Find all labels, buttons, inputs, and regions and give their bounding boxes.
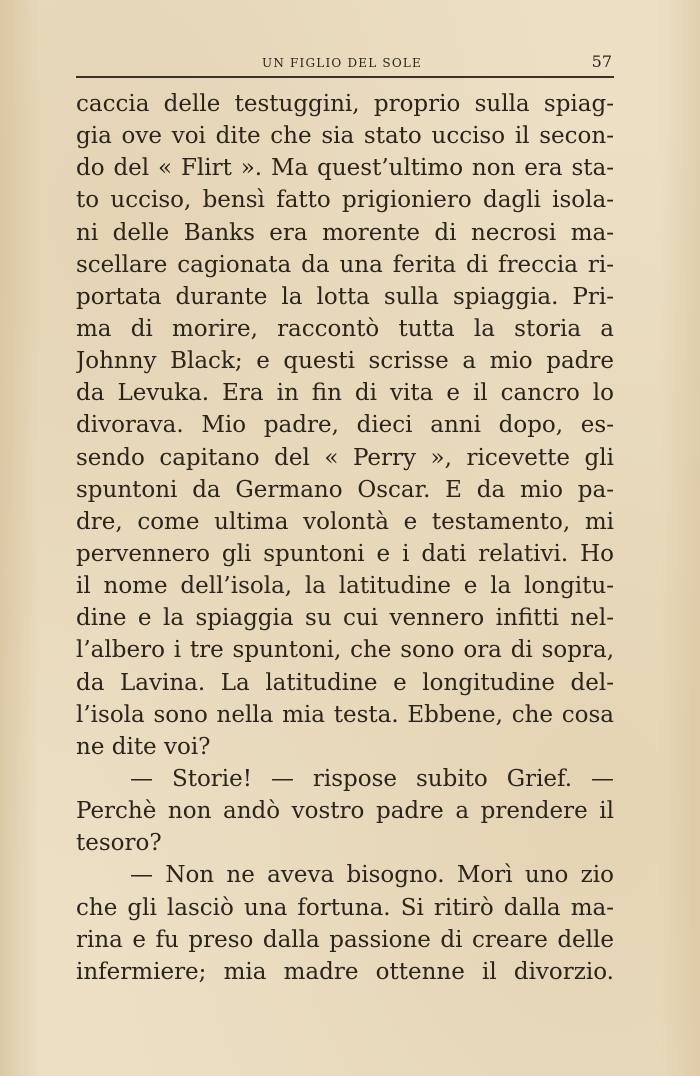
header-rule bbox=[76, 76, 614, 78]
running-title: UN FIGLIO DEL SOLE bbox=[262, 56, 422, 70]
dialogue-line: rina e fu preso dalla passione di creare delle bbox=[76, 926, 614, 953]
text-line: Johnny Black; e questi scrisse a mio padre bbox=[76, 348, 614, 375]
text-line: l’isola sono nella mia testa. Ebbene, che cosa bbox=[76, 701, 614, 728]
text-line: ni delle Banks era morente di necrosi ma- bbox=[76, 219, 614, 246]
running-head bbox=[76, 50, 614, 74]
text-line: da Levuka. Era in fin di vita e il cancro lo bbox=[76, 380, 614, 407]
text-line: divorava. Mio padre, dieci anni dopo, es- bbox=[76, 412, 614, 439]
dialogue-line: — Non ne aveva bisogno. Morì uno zio bbox=[130, 862, 614, 889]
text-line: da Lavina. La latitudine e longitudine del- bbox=[76, 669, 614, 696]
text-line: sendo capitano del « Perry », ricevette gli bbox=[76, 444, 614, 471]
text-line: dine e la spiaggia su cui vennero infitti nel- bbox=[76, 605, 614, 632]
dialogue-line: infermiere; mia madre ottenne il divorzio. bbox=[76, 958, 614, 985]
text-line: dre, come ultima volontà e testamento, mi bbox=[76, 508, 614, 535]
dialogue-line: che gli lasciò una fortuna. Si ritirò dalla ma- bbox=[76, 894, 614, 921]
text-line: do del « Flirt ». Ma quest’ultimo non era sta- bbox=[76, 155, 614, 182]
page-number: 57 bbox=[591, 52, 612, 71]
text-line: pervennero gli spuntoni e i dati relativi. Ho bbox=[76, 540, 614, 567]
dialogue-line: Perchè non andò vostro padre a prendere il bbox=[76, 798, 614, 825]
body-text bbox=[76, 88, 614, 988]
text-line: il nome dell’isola, la latitudine e la longitu- bbox=[76, 573, 614, 600]
text-line: scellare cagionata da una ferita di freccia ri- bbox=[76, 251, 614, 278]
text-line: ne dite voi? bbox=[76, 733, 211, 760]
dialogue-line: — Storie! — rispose subito Grief. — bbox=[130, 765, 614, 792]
text-line: to ucciso, bensì fatto prigioniero dagli isola- bbox=[76, 187, 614, 214]
text-line: caccia delle testuggini, proprio sulla spiag- bbox=[76, 91, 614, 117]
text-line: portata durante la lotta sulla spiaggia. Pri- bbox=[76, 283, 614, 310]
text-line: l’albero i tre spuntoni, che sono ora di sopra, bbox=[76, 637, 614, 664]
text-line: ma di morire, raccontò tutta la storia a bbox=[76, 315, 614, 342]
text-line: spuntoni da Germano Oscar. E da mio pa- bbox=[76, 476, 614, 503]
text-line: gia ove voi dite che sia stato ucciso il secon- bbox=[76, 123, 614, 150]
dialogue-line: tesoro? bbox=[76, 830, 162, 857]
